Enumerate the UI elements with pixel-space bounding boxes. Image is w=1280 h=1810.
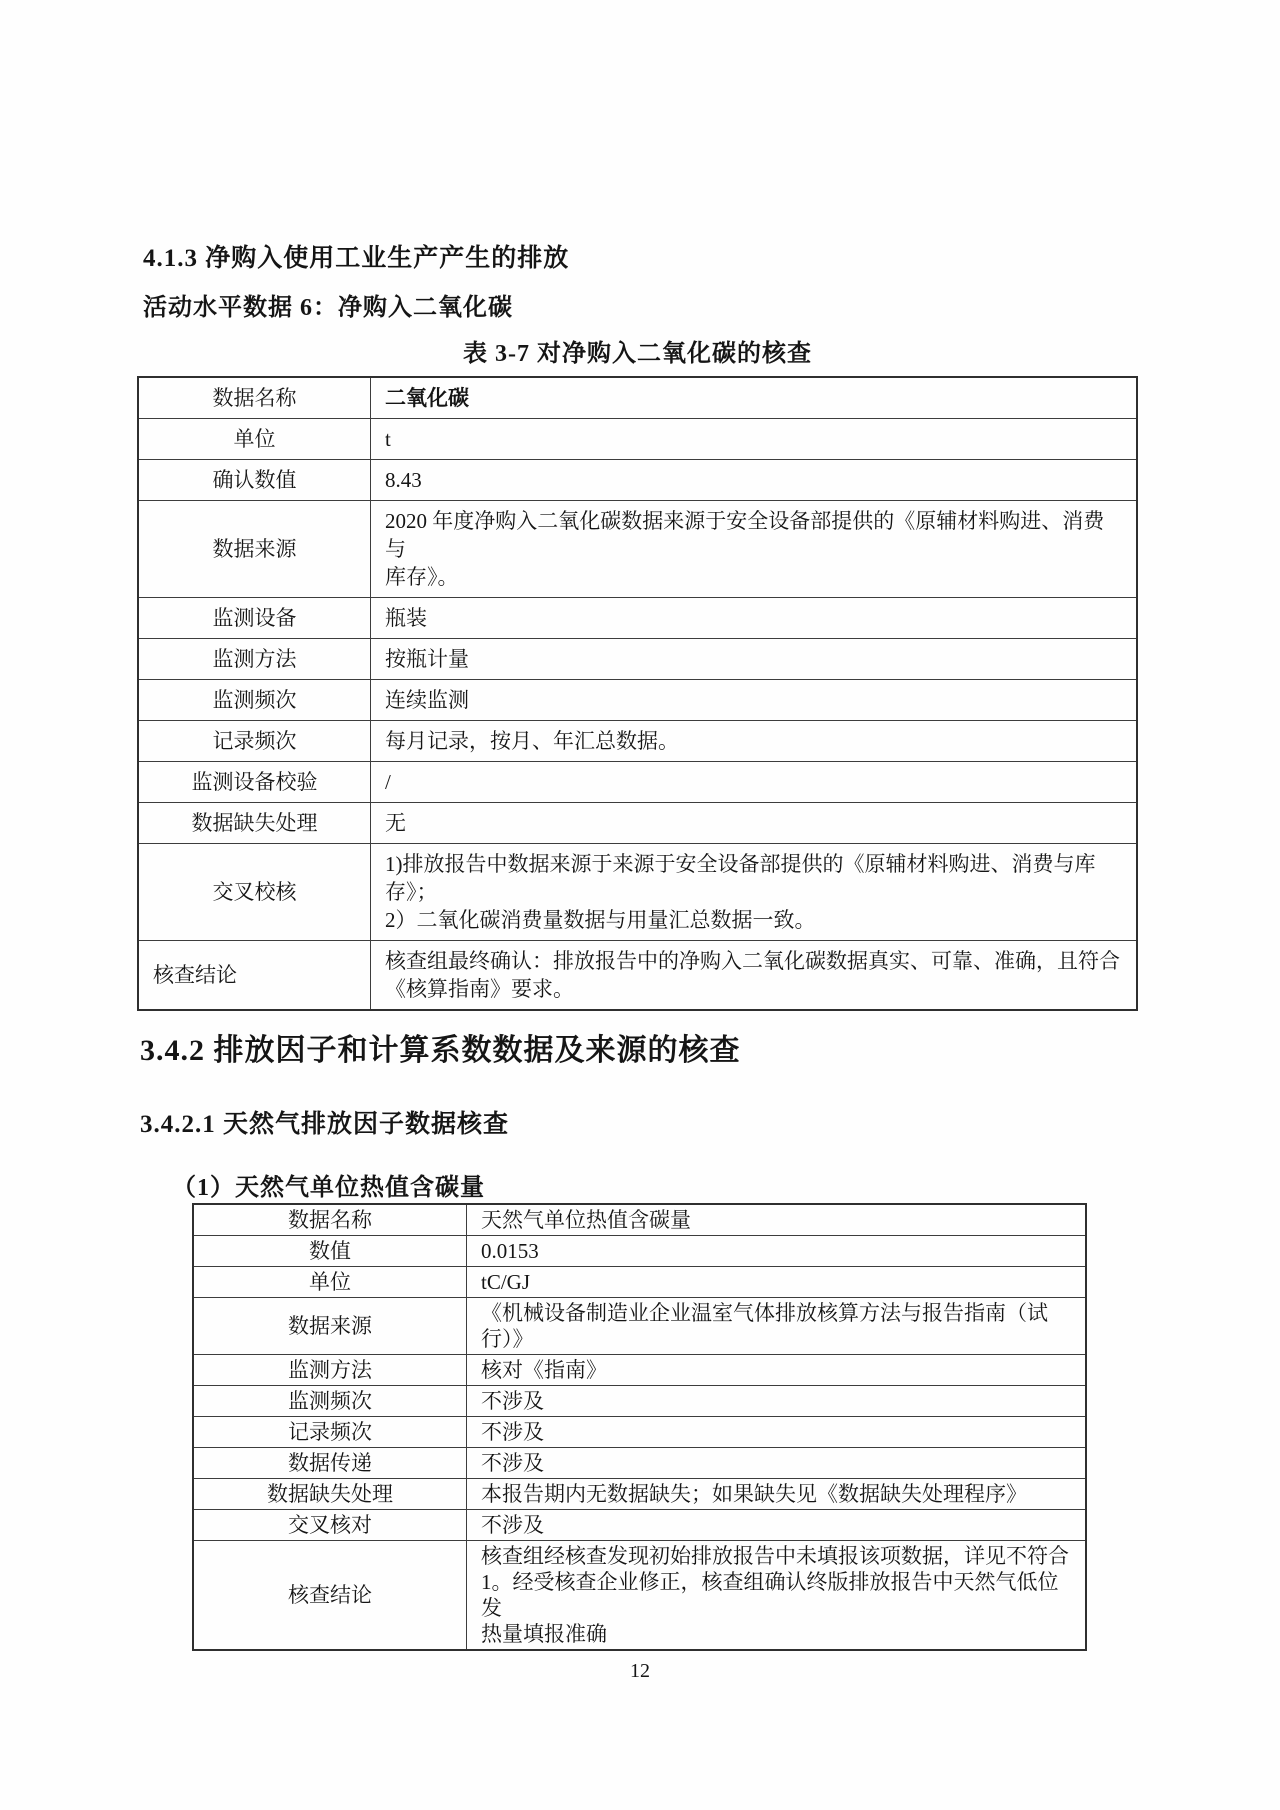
row-value: 天然气单位热值含碳量 <box>467 1204 1087 1236</box>
row-value: 核对《指南》 <box>467 1355 1087 1386</box>
row-label: 监测频次 <box>193 1386 467 1417</box>
row-label: 数值 <box>193 1236 467 1267</box>
table-row <box>193 1386 1086 1417</box>
table-row <box>193 1448 1086 1479</box>
row-label: 监测方法 <box>193 1355 467 1386</box>
row-label: 核查结论 <box>193 1541 467 1651</box>
row-value: 不涉及 <box>467 1386 1087 1417</box>
row-label: 确认数值 <box>138 460 371 501</box>
table-row <box>138 803 1137 844</box>
row-value: 二氧化碳 <box>371 377 1138 419</box>
table-row <box>138 460 1137 501</box>
row-label: 记录频次 <box>193 1417 467 1448</box>
section-heading-413: 4.1.3 净购入使用工业生产产生的排放 <box>143 245 570 272</box>
row-value: 2020 年度净购入二氧化碳数据来源于安全设备部提供的《原辅材料购进、消费与 库存》。 <box>371 501 1138 598</box>
table-row <box>193 1541 1086 1651</box>
row-value: 不涉及 <box>467 1448 1087 1479</box>
table-row <box>138 598 1137 639</box>
row-label: 数据来源 <box>193 1298 467 1355</box>
row-label: 数据来源 <box>138 501 371 598</box>
row-label: 监测设备校验 <box>138 762 371 803</box>
table-row <box>138 844 1137 941</box>
table-row <box>138 762 1137 803</box>
page-number: 12 <box>630 1660 650 1682</box>
row-value: t <box>371 419 1138 460</box>
section-heading-3421: 3.4.2.1 天然气排放因子数据核查 <box>140 1111 510 1138</box>
row-value: 不涉及 <box>467 1417 1087 1448</box>
table-row <box>138 419 1137 460</box>
subsection-heading-carbon-content: （1）天然气单位热值含碳量 <box>172 1175 485 1201</box>
row-value: 每月记录，按月、年汇总数据。 <box>371 721 1138 762</box>
row-value: 0.0153 <box>467 1236 1087 1267</box>
row-value: 不涉及 <box>467 1510 1087 1541</box>
row-value: 无 <box>371 803 1138 844</box>
row-value: 本报告期内无数据缺失；如果缺失见《数据缺失处理程序》 <box>467 1479 1087 1510</box>
row-label: 交叉核对 <box>193 1510 467 1541</box>
table-row <box>138 941 1137 1011</box>
row-label: 监测频次 <box>138 680 371 721</box>
row-value: 核查组经核查发现初始排放报告中未填报该项数据，详见不符合 1。经受核查企业修正，核查组确认终版排放报告中天然气低位发 热量填报准确 <box>467 1541 1087 1651</box>
table-row <box>138 377 1137 419</box>
row-value: 1)排放报告中数据来源于来源于安全设备部提供的《原辅材料购进、消费与库存》； 2）二氧化碳消费量数据与用量汇总数据一致。 <box>371 844 1138 941</box>
row-label: 交叉校核 <box>138 844 371 941</box>
row-label: 数据缺失处理 <box>193 1479 467 1510</box>
table-row <box>138 501 1137 598</box>
table-row <box>193 1417 1086 1448</box>
activity-data-heading: 活动水平数据 6：净购入二氧化碳 <box>143 295 513 321</box>
table-row <box>193 1355 1086 1386</box>
row-value: tC/GJ <box>467 1267 1087 1298</box>
table-row <box>193 1298 1086 1355</box>
table-row <box>138 639 1137 680</box>
row-value: 连续监测 <box>371 680 1138 721</box>
row-label: 数据传递 <box>193 1448 467 1479</box>
verification-table-co2 <box>137 376 1138 1011</box>
row-value: 8.43 <box>371 460 1138 501</box>
table-row <box>193 1510 1086 1541</box>
row-label: 单位 <box>138 419 371 460</box>
row-label: 数据名称 <box>138 377 371 419</box>
row-value: 按瓶计量 <box>371 639 1138 680</box>
section-heading-342: 3.4.2 排放因子和计算系数数据及来源的核查 <box>140 1034 741 1067</box>
row-label: 数据缺失处理 <box>138 803 371 844</box>
table-row <box>193 1204 1086 1236</box>
verification-table-natural-gas <box>192 1203 1087 1651</box>
table-row <box>193 1236 1086 1267</box>
row-label: 监测设备 <box>138 598 371 639</box>
row-label: 监测方法 <box>138 639 371 680</box>
table-row <box>138 721 1137 762</box>
row-label: 记录频次 <box>138 721 371 762</box>
table-row <box>138 680 1137 721</box>
row-value: 核查组最终确认：排放报告中的净购入二氧化碳数据真实、可靠、准确，且符合 《核算指南》要求。 <box>371 941 1138 1011</box>
row-value: 瓶装 <box>371 598 1138 639</box>
row-value: 《机械设备制造业企业温室气体排放核算方法与报告指南（试 行）》 <box>467 1298 1087 1355</box>
row-label: 核查结论 <box>138 941 371 1011</box>
table-row <box>193 1267 1086 1298</box>
row-value: / <box>371 762 1138 803</box>
row-label: 数据名称 <box>193 1204 467 1236</box>
row-label: 单位 <box>193 1267 467 1298</box>
table-row <box>193 1479 1086 1510</box>
table1-caption: 表 3-7 对净购入二氧化碳的核查 <box>463 341 812 367</box>
